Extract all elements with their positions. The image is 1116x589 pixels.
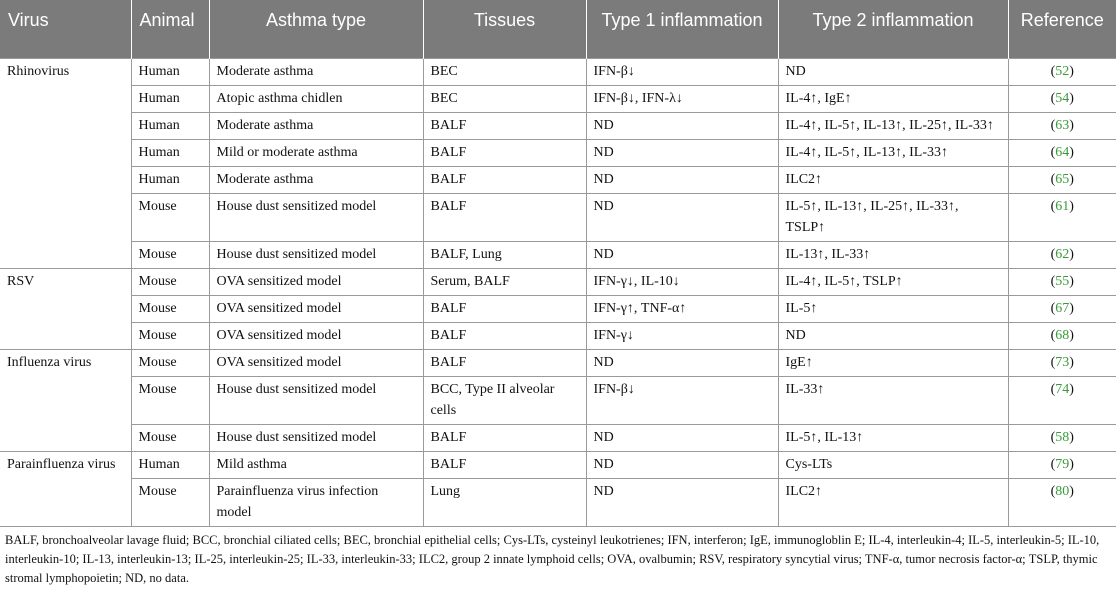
cell-asthma-type: House dust sensitized model: [209, 376, 423, 424]
reference-link[interactable]: 73: [1055, 354, 1070, 370]
reference-link[interactable]: 61: [1055, 198, 1070, 214]
cell-asthma-type: Moderate asthma: [209, 166, 423, 193]
cell-asthma-type: OVA sensitized model: [209, 295, 423, 322]
cell-tissues: BALF: [423, 451, 586, 478]
table-row: [0, 322, 1116, 349]
cell-type1: ND: [586, 424, 778, 451]
cell-type1: ND: [586, 451, 778, 478]
cell-virus: Influenza virus: [0, 349, 131, 451]
cell-reference: (52): [1008, 58, 1116, 85]
table-row: [0, 241, 1116, 268]
table-row: [0, 58, 1116, 85]
cell-tissues: BALF: [423, 424, 586, 451]
cell-tissues: BALF: [423, 322, 586, 349]
cell-animal: Mouse: [131, 478, 209, 526]
cell-type1: IFN-γ↓, IL-10↓: [586, 268, 778, 295]
cell-type2: ND: [778, 58, 1008, 85]
table-row: [0, 193, 1116, 241]
cell-animal: Mouse: [131, 349, 209, 376]
cell-type1: IFN-γ↑, TNF-α↑: [586, 295, 778, 322]
cell-animal: Human: [131, 166, 209, 193]
cell-reference: (67): [1008, 295, 1116, 322]
cell-animal: Human: [131, 451, 209, 478]
cell-animal: Mouse: [131, 424, 209, 451]
cell-tissues: BCC, Type II alveolar cells: [423, 376, 586, 424]
cell-tissues: BEC: [423, 58, 586, 85]
cell-type1: ND: [586, 241, 778, 268]
reference-link[interactable]: 55: [1055, 273, 1070, 289]
cell-reference: (54): [1008, 85, 1116, 112]
cell-asthma-type: OVA sensitized model: [209, 349, 423, 376]
cell-reference: (74): [1008, 376, 1116, 424]
header-type1: Type 1 inflammation: [586, 0, 778, 58]
cell-type2: IL-5↑, IL-13↑: [778, 424, 1008, 451]
cell-type2: IL-4↑, IL-5↑, IL-13↑, IL-33↑: [778, 139, 1008, 166]
cell-tissues: Lung: [423, 478, 586, 526]
cell-tissues: BALF, Lung: [423, 241, 586, 268]
cell-animal: Mouse: [131, 268, 209, 295]
header-type2: Type 2 inflammation: [778, 0, 1008, 58]
table-row: [0, 478, 1116, 526]
cell-reference: (58): [1008, 424, 1116, 451]
cell-type1: ND: [586, 193, 778, 241]
table-row: [0, 451, 1116, 478]
table-row: [0, 112, 1116, 139]
cell-reference: (61): [1008, 193, 1116, 241]
cell-asthma-type: House dust sensitized model: [209, 241, 423, 268]
cell-animal: Mouse: [131, 376, 209, 424]
reference-link[interactable]: 74: [1055, 381, 1070, 397]
table-row: [0, 376, 1116, 424]
cell-virus: Rhinovirus: [0, 58, 131, 268]
cell-asthma-type: OVA sensitized model: [209, 322, 423, 349]
table-row: [0, 85, 1116, 112]
cell-type1: ND: [586, 112, 778, 139]
table-row: [0, 166, 1116, 193]
cell-animal: Mouse: [131, 322, 209, 349]
cell-reference: (64): [1008, 139, 1116, 166]
table-row: [0, 349, 1116, 376]
cell-type1: ND: [586, 349, 778, 376]
cell-asthma-type: Atopic asthma chidlen: [209, 85, 423, 112]
cell-tissues: BALF: [423, 139, 586, 166]
reference-link[interactable]: 64: [1055, 144, 1070, 160]
cell-type2: Cys-LTs: [778, 451, 1008, 478]
cell-type2: IL-4↑, IL-5↑, TSLP↑: [778, 268, 1008, 295]
cell-type1: IFN-β↓: [586, 376, 778, 424]
cell-animal: Mouse: [131, 193, 209, 241]
cell-virus: RSV: [0, 268, 131, 349]
table-footnote: BALF, bronchoalveolar lavage fluid; BCC, bronchial ciliated cells; BEC, bronchial epithelial cells; Cys-LTs, cysteinyl leukotrienes; IFN, interferon; IgE, immunogloblin E; IL-4, interleukin-4; IL-5, interleukin-5; IL-10, interleukin-10; IL-13, interleukin-13; IL-25, interleukin-25; IL-33, interleukin-33; ILC2, group 2 innate lymphoid cells; OVA, ovalbumin; RSV, respiratory syncytial virus; TNF-α, tumor necrosis factor-α; TSLP, thymic stromal lymphopoietin; ND, no data.: [5, 533, 1100, 585]
cell-type2: IL-13↑, IL-33↑: [778, 241, 1008, 268]
reference-link[interactable]: 79: [1055, 456, 1070, 472]
reference-link[interactable]: 65: [1055, 171, 1070, 187]
cell-tissues: BEC: [423, 85, 586, 112]
cell-type2: IL-4↑, IL-5↑, IL-13↑, IL-25↑, IL-33↑: [778, 112, 1008, 139]
cell-animal: Human: [131, 58, 209, 85]
reference-link[interactable]: 63: [1055, 117, 1070, 133]
cell-type2: IgE↑: [778, 349, 1008, 376]
cell-tissues: BALF: [423, 166, 586, 193]
cell-type1: IFN-γ↓: [586, 322, 778, 349]
cell-asthma-type: Moderate asthma: [209, 58, 423, 85]
table-row: [0, 424, 1116, 451]
cell-type1: IFN-β↓, IFN-λ↓: [586, 85, 778, 112]
cell-reference: (65): [1008, 166, 1116, 193]
header-tissues: Tissues: [423, 0, 586, 58]
cell-reference: (62): [1008, 241, 1116, 268]
cell-asthma-type: Moderate asthma: [209, 112, 423, 139]
cell-animal: Mouse: [131, 295, 209, 322]
reference-link[interactable]: 67: [1055, 300, 1070, 316]
reference-link[interactable]: 80: [1055, 483, 1070, 499]
cell-asthma-type: House dust sensitized model: [209, 424, 423, 451]
cell-type2: ND: [778, 322, 1008, 349]
table-row: [0, 139, 1116, 166]
cell-asthma-type: OVA sensitized model: [209, 268, 423, 295]
table-row: [0, 295, 1116, 322]
header-reference: Reference: [1008, 0, 1116, 58]
cell-type2: ILC2↑: [778, 166, 1008, 193]
cell-tissues: BALF: [423, 112, 586, 139]
cell-type1: IFN-β↓: [586, 58, 778, 85]
header-asthma-type: Asthma type: [209, 0, 423, 58]
cell-asthma-type: Parainfluenza virus infection model: [209, 478, 423, 526]
header-animal: Animal: [131, 0, 209, 58]
reference-link[interactable]: 52: [1055, 63, 1070, 79]
cell-reference: (55): [1008, 268, 1116, 295]
cell-type1: ND: [586, 478, 778, 526]
cell-type2: IL-33↑: [778, 376, 1008, 424]
cell-type2: IL-5↑: [778, 295, 1008, 322]
cell-reference: (63): [1008, 112, 1116, 139]
cell-reference: (73): [1008, 349, 1116, 376]
cell-type2: ILC2↑: [778, 478, 1008, 526]
cell-animal: Mouse: [131, 241, 209, 268]
cell-asthma-type: House dust sensitized model: [209, 193, 423, 241]
cell-asthma-type: Mild asthma: [209, 451, 423, 478]
cell-animal: Human: [131, 85, 209, 112]
reference-link[interactable]: 58: [1055, 429, 1070, 445]
header-row: [0, 0, 1116, 58]
cell-type1: ND: [586, 166, 778, 193]
cell-tissues: BALF: [423, 349, 586, 376]
cell-reference: (68): [1008, 322, 1116, 349]
cell-animal: Human: [131, 139, 209, 166]
cell-type2: IL-5↑, IL-13↑, IL-25↑, IL-33↑, TSLP↑: [778, 193, 1008, 241]
header-virus: Virus: [0, 0, 131, 58]
cell-tissues: Serum, BALF: [423, 268, 586, 295]
cell-type1: ND: [586, 139, 778, 166]
cell-tissues: BALF: [423, 295, 586, 322]
cell-reference: (80): [1008, 478, 1116, 526]
table-row: [0, 268, 1116, 295]
cell-reference: (79): [1008, 451, 1116, 478]
cell-animal: Human: [131, 112, 209, 139]
reference-link[interactable]: 54: [1055, 90, 1070, 106]
cell-tissues: BALF: [423, 193, 586, 241]
cell-type2: IL-4↑, IgE↑: [778, 85, 1008, 112]
reference-link[interactable]: 68: [1055, 327, 1070, 343]
cell-asthma-type: Mild or moderate asthma: [209, 139, 423, 166]
reference-link[interactable]: 62: [1055, 246, 1070, 262]
cell-virus: Parainfluenza virus: [0, 451, 131, 526]
